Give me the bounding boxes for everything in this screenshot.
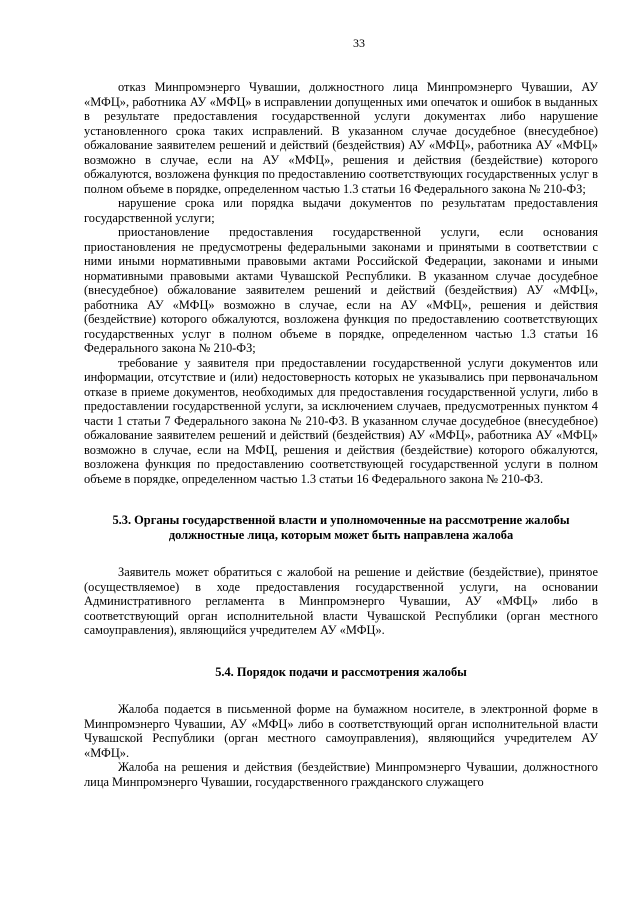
section-heading bbox=[84, 513, 598, 542]
paragraph: отказ Минпромэнерго Чувашии, должностного лица Минпромэнерго Чувашии, АУ «МФЦ», работника АУ «МФЦ» в исправлении допущенных ими опечаток и ошибок в выданных в результате предоставления государственной услуги документах либо нарушение установленного срока таких исправлений. В указанном случае досудебное (внесудебное) обжалование заявителем решений и действий (бездействия) АУ «МФЦ», работника АУ «МФЦ» возможно в случае, если на АУ «МФЦ», решения и действия (бездействие) которого обжалуются, возложена функция по предоставлению соответствующих государственных услуг в полном объеме в порядке, определенном частью 1.3 статьи 16 Федерального закона № 210-ФЗ; bbox=[84, 80, 598, 196]
paragraph: требование у заявителя при предоставлении государственной услуги документов или информации, отсутствие и (или) недостоверность которых не указывались при первоначальном отказе в приеме документов, необходимых для предоставления государственной услуги, либо в предоставлении государственной услуги, за исключением случаев, предусмотренных пунктом 4 части 1 статьи 7 Федерального закона № 210-ФЗ. В указанном случае досудебное (внесудебное) обжалование заявителем решений и действий (бездействия) АУ «МФЦ», работника АУ «МФЦ» возможно в случае, если на МФЦ, решения и действия (бездействие) которого обжалуются, возложена функция по предоставлению соответствующей государственной услуги в полном объеме в порядке, определенном частью 1.3 статьи 16 Федерального закона № 210-ФЗ. bbox=[84, 355, 598, 486]
paragraph: нарушение срока или порядка выдачи документов по результатам предоставления государственной услуги; bbox=[84, 196, 598, 225]
paragraph: Жалоба подается в письменной форме на бумажном носителе, в электронной форме в Минпромэнерго Чувашии, АУ «МФЦ» либо в соответствующий орган исполнительной власти Чувашской Республики (орган местного самоуправления), являющийся учредителем АУ «МФЦ». bbox=[84, 702, 598, 760]
paragraph: приостановление предоставления государственной услуги, если основания приостановления не предусмотрены федеральными законами и принятыми в соответствии с ними иными нормативными правовыми актами Российской Федерации, законами и иными нормативными правовыми актами Чувашской Республики. В указанном случае досудебное (внесудебное) обжалование заявителем решений и действий (бездействия) АУ «МФЦ», работника АУ «МФЦ» возможно в случае, если на АУ «МФЦ», решения и действия (бездействие) которого обжалуются, возложена функция по предоставлению соответствующих государственных услуг в полном объеме в порядке, определенном частью 1.3 статьи 16 Федерального закона № 210-ФЗ; bbox=[84, 225, 598, 355]
page-number: 33 bbox=[353, 36, 365, 50]
list-continuation bbox=[84, 80, 598, 486]
heading-line: должностные лица, которым может быть направлена жалоба bbox=[168, 527, 514, 542]
section-5-3 bbox=[84, 513, 598, 638]
paragraph: Жалоба на решения и действия (бездействие) Минпромэнерго Чувашии, должностного лица Минпромэнерго Чувашии, государственного гражданского служащего bbox=[84, 760, 598, 789]
document-page bbox=[84, 36, 598, 789]
heading-line: 5.3. Органы государственной власти и уполномоченные на рассмотрение жалобы bbox=[112, 513, 570, 527]
section-5-4 bbox=[84, 665, 598, 790]
paragraph: Заявитель может обратиться с жалобой на решение и действие (бездействие), принятое (осуществляемое) в ходе предоставления государственной услуги, на основании Административного регламента в Минпромэнерго Чувашии, АУ «МФЦ» либо в соответствующий орган исполнительной власти Чувашской Республики (орган местного самоуправления), являющийся учредителем АУ «МФЦ». bbox=[84, 565, 598, 637]
section-heading: 5.4. Порядок подачи и рассмотрения жалобы bbox=[215, 664, 467, 679]
